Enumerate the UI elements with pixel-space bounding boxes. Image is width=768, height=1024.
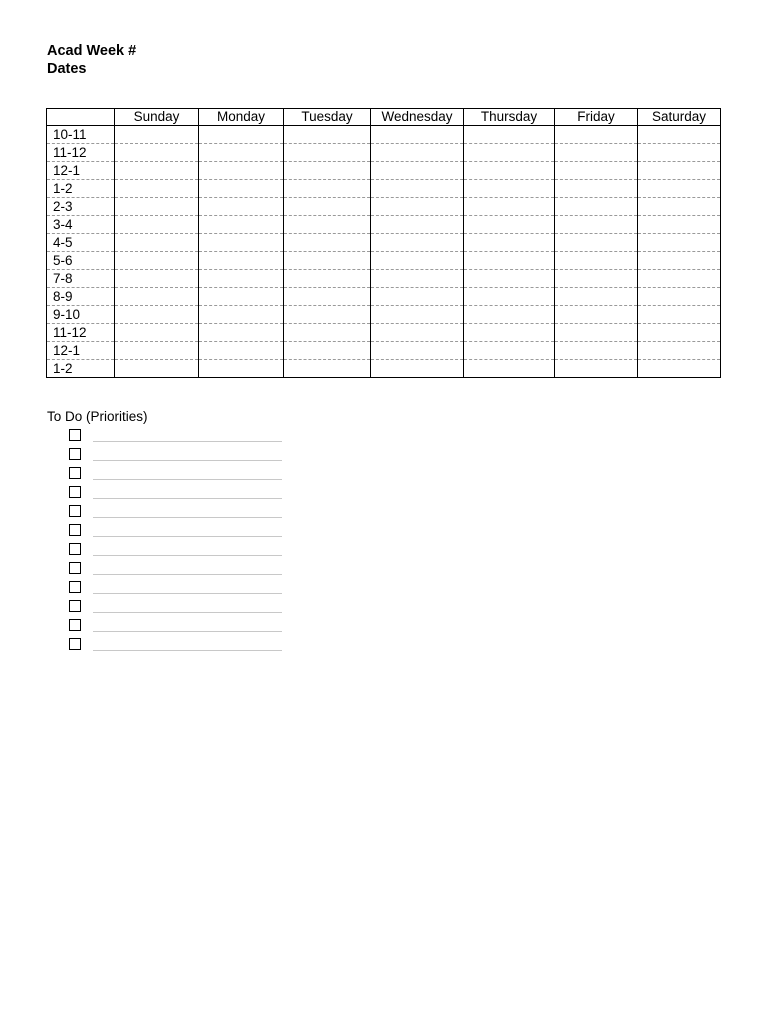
schedule-cell-friday[interactable] [555, 324, 638, 342]
day-header-saturday: Saturday [638, 109, 721, 126]
schedule-cell-friday[interactable] [555, 198, 638, 216]
schedule-cell-thursday[interactable] [464, 180, 555, 198]
schedule-cell-wednesday[interactable] [371, 180, 464, 198]
schedule-cell-friday[interactable] [555, 162, 638, 180]
schedule-cell-friday[interactable] [555, 252, 638, 270]
schedule-cell-monday[interactable] [199, 360, 284, 378]
schedule-cell-thursday[interactable] [464, 198, 555, 216]
day-header-tuesday: Tuesday [284, 109, 371, 126]
day-header-thursday: Thursday [464, 109, 555, 126]
schedule-cell-thursday[interactable] [464, 252, 555, 270]
day-header-friday: Friday [555, 109, 638, 126]
schedule-cell-sunday[interactable] [115, 216, 199, 234]
time-slot-label: 3-4 [47, 216, 115, 234]
schedule-cell-saturday[interactable] [638, 216, 721, 234]
schedule-cell-wednesday[interactable] [371, 252, 464, 270]
todo-item [47, 502, 148, 521]
time-row [47, 288, 721, 306]
schedule-cell-tuesday[interactable] [284, 144, 371, 162]
schedule-cell-friday[interactable] [555, 270, 638, 288]
schedule-cell-thursday[interactable] [464, 144, 555, 162]
day-header-sunday: Sunday [115, 109, 199, 126]
schedule-cell-friday[interactable] [555, 126, 638, 144]
schedule-cell-sunday[interactable] [115, 324, 199, 342]
schedule-cell-tuesday[interactable] [284, 162, 371, 180]
schedule-cell-thursday[interactable] [464, 270, 555, 288]
time-row [47, 306, 721, 324]
schedule-cell-saturday[interactable] [638, 126, 721, 144]
checkbox-icon[interactable] [69, 600, 81, 612]
time-slot-label: 1-2 [47, 360, 115, 378]
schedule-cell-sunday[interactable] [115, 234, 199, 252]
schedule-cell-thursday[interactable] [464, 162, 555, 180]
checkbox-icon[interactable] [69, 486, 81, 498]
schedule-cell-monday[interactable] [199, 162, 284, 180]
time-row [47, 180, 721, 198]
time-row [47, 162, 721, 180]
schedule-cell-tuesday[interactable] [284, 198, 371, 216]
schedule-cell-thursday[interactable] [464, 234, 555, 252]
todo-entry-line[interactable] [93, 536, 282, 537]
schedule-cell-saturday[interactable] [638, 270, 721, 288]
time-slot-label: 10-11 [47, 126, 115, 144]
schedule-cell-monday[interactable] [199, 234, 284, 252]
schedule-cell-friday[interactable] [555, 144, 638, 162]
time-slot-label: 5-6 [47, 252, 115, 270]
time-row [47, 342, 721, 360]
todo-entry-line[interactable] [93, 460, 282, 461]
schedule-cell-sunday[interactable] [115, 360, 199, 378]
schedule-cell-monday[interactable] [199, 288, 284, 306]
dates-label: Dates [47, 61, 87, 77]
checkbox-icon[interactable] [69, 562, 81, 574]
time-row [47, 126, 721, 144]
schedule-cell-monday[interactable] [199, 126, 284, 144]
checkbox-icon[interactable] [69, 524, 81, 536]
time-slot-label: 12-1 [47, 342, 115, 360]
todo-item [47, 445, 148, 464]
schedule-cell-friday[interactable] [555, 288, 638, 306]
schedule-cell-sunday[interactable] [115, 270, 199, 288]
schedule-cell-sunday[interactable] [115, 342, 199, 360]
schedule-cell-sunday[interactable] [115, 144, 199, 162]
schedule-cell-saturday[interactable] [638, 342, 721, 360]
time-row [47, 144, 721, 162]
time-slot-label: 4-5 [47, 234, 115, 252]
todo-entry-line[interactable] [93, 441, 282, 442]
weekly-schedule-table [46, 108, 721, 378]
schedule-cell-saturday[interactable] [638, 324, 721, 342]
todo-item [47, 521, 148, 540]
schedule-cell-friday[interactable] [555, 180, 638, 198]
schedule-cell-monday[interactable] [199, 306, 284, 324]
schedule-cell-saturday[interactable] [638, 180, 721, 198]
time-row [47, 324, 721, 342]
todo-entry-line[interactable] [93, 574, 282, 575]
schedule-cell-monday[interactable] [199, 324, 284, 342]
todo-item [47, 635, 148, 654]
schedule-cell-sunday[interactable] [115, 126, 199, 144]
schedule-cell-tuesday[interactable] [284, 306, 371, 324]
todo-item [47, 616, 148, 635]
schedule-cell-friday[interactable] [555, 216, 638, 234]
checkbox-icon[interactable] [69, 619, 81, 631]
day-header-wednesday: Wednesday [371, 109, 464, 126]
todo-section [47, 408, 148, 654]
schedule-cell-monday[interactable] [199, 342, 284, 360]
schedule-cell-sunday[interactable] [115, 306, 199, 324]
time-row [47, 270, 721, 288]
schedule-cell-friday[interactable] [555, 360, 638, 378]
schedule-cell-thursday[interactable] [464, 306, 555, 324]
time-row [47, 198, 721, 216]
schedule-cell-saturday[interactable] [638, 234, 721, 252]
schedule-cell-friday[interactable] [555, 234, 638, 252]
schedule-cell-sunday[interactable] [115, 198, 199, 216]
schedule-cell-thursday[interactable] [464, 342, 555, 360]
schedule-cell-wednesday[interactable] [371, 324, 464, 342]
corner-cell [47, 109, 115, 126]
time-slot-label: 11-12 [47, 144, 115, 162]
time-slot-label: 7-8 [47, 270, 115, 288]
schedule-cell-wednesday[interactable] [371, 360, 464, 378]
checkbox-icon[interactable] [69, 448, 81, 460]
todo-item [47, 540, 148, 559]
todo-entry-line[interactable] [93, 517, 282, 518]
time-slot-label: 9-10 [47, 306, 115, 324]
schedule-cell-wednesday[interactable] [371, 216, 464, 234]
time-slot-label: 11-12 [47, 324, 115, 342]
schedule-cell-saturday[interactable] [638, 144, 721, 162]
schedule-cell-monday[interactable] [199, 198, 284, 216]
schedule-header-row [47, 109, 721, 126]
schedule-cell-saturday[interactable] [638, 252, 721, 270]
schedule-cell-sunday[interactable] [115, 180, 199, 198]
schedule-cell-sunday[interactable] [115, 288, 199, 306]
schedule-cell-wednesday[interactable] [371, 288, 464, 306]
schedule-cell-wednesday[interactable] [371, 144, 464, 162]
schedule-cell-tuesday[interactable] [284, 324, 371, 342]
time-slot-label: 12-1 [47, 162, 115, 180]
checkbox-icon[interactable] [69, 505, 81, 517]
time-row [47, 360, 721, 378]
schedule-cell-tuesday[interactable] [284, 270, 371, 288]
todo-entry-line[interactable] [93, 631, 282, 632]
todo-entry-line[interactable] [93, 650, 282, 651]
schedule-cell-saturday[interactable] [638, 162, 721, 180]
time-slot-label: 2-3 [47, 198, 115, 216]
schedule-cell-tuesday[interactable] [284, 216, 371, 234]
time-slot-label: 1-2 [47, 180, 115, 198]
todo-entry-line[interactable] [93, 555, 282, 556]
todo-list [47, 426, 148, 654]
schedule-cell-sunday[interactable] [115, 252, 199, 270]
todo-item [47, 578, 148, 597]
schedule-cell-saturday[interactable] [638, 198, 721, 216]
checkbox-icon[interactable] [69, 429, 81, 441]
schedule-cell-monday[interactable] [199, 216, 284, 234]
checkbox-icon[interactable] [69, 543, 81, 555]
checkbox-icon[interactable] [69, 638, 81, 650]
schedule-cell-saturday[interactable] [638, 288, 721, 306]
todo-title: To Do (Priorities) [47, 409, 148, 424]
todo-item [47, 426, 148, 445]
schedule-cell-wednesday[interactable] [371, 270, 464, 288]
schedule-cell-monday[interactable] [199, 144, 284, 162]
schedule-cell-tuesday[interactable] [284, 180, 371, 198]
day-header-monday: Monday [199, 109, 284, 126]
time-slot-label: 8-9 [47, 288, 115, 306]
page-header [47, 42, 136, 78]
schedule-cell-thursday[interactable] [464, 360, 555, 378]
schedule-cell-wednesday[interactable] [371, 234, 464, 252]
todo-item [47, 483, 148, 502]
todo-item [47, 559, 148, 578]
schedule-cell-tuesday[interactable] [284, 288, 371, 306]
schedule-cell-thursday[interactable] [464, 126, 555, 144]
schedule-cell-thursday[interactable] [464, 324, 555, 342]
todo-entry-line[interactable] [93, 593, 282, 594]
time-row [47, 234, 721, 252]
schedule-cell-thursday[interactable] [464, 288, 555, 306]
todo-entry-line[interactable] [93, 612, 282, 613]
schedule-cell-thursday[interactable] [464, 216, 555, 234]
schedule-cell-sunday[interactable] [115, 162, 199, 180]
schedule-cell-wednesday[interactable] [371, 126, 464, 144]
schedule-cell-monday[interactable] [199, 252, 284, 270]
schedule-cell-tuesday[interactable] [284, 234, 371, 252]
schedule-cell-wednesday[interactable] [371, 306, 464, 324]
schedule-cell-tuesday[interactable] [284, 360, 371, 378]
schedule-cell-monday[interactable] [199, 270, 284, 288]
todo-entry-line[interactable] [93, 498, 282, 499]
schedule-cell-tuesday[interactable] [284, 342, 371, 360]
time-row [47, 216, 721, 234]
week-label: Acad Week # [47, 43, 137, 59]
schedule-cell-saturday[interactable] [638, 306, 721, 324]
schedule-cell-wednesday[interactable] [371, 198, 464, 216]
todo-item [47, 464, 148, 483]
schedule-cell-friday[interactable] [555, 306, 638, 324]
todo-entry-line[interactable] [93, 479, 282, 480]
schedule-cell-friday[interactable] [555, 342, 638, 360]
schedule-cell-tuesday[interactable] [284, 252, 371, 270]
time-row [47, 252, 721, 270]
schedule-cell-monday[interactable] [199, 180, 284, 198]
todo-item [47, 597, 148, 616]
schedule-cell-saturday[interactable] [638, 360, 721, 378]
checkbox-icon[interactable] [69, 467, 81, 479]
schedule-cell-wednesday[interactable] [371, 162, 464, 180]
checkbox-icon[interactable] [69, 581, 81, 593]
schedule-cell-tuesday[interactable] [284, 126, 371, 144]
schedule-body [47, 126, 721, 378]
schedule-cell-wednesday[interactable] [371, 342, 464, 360]
